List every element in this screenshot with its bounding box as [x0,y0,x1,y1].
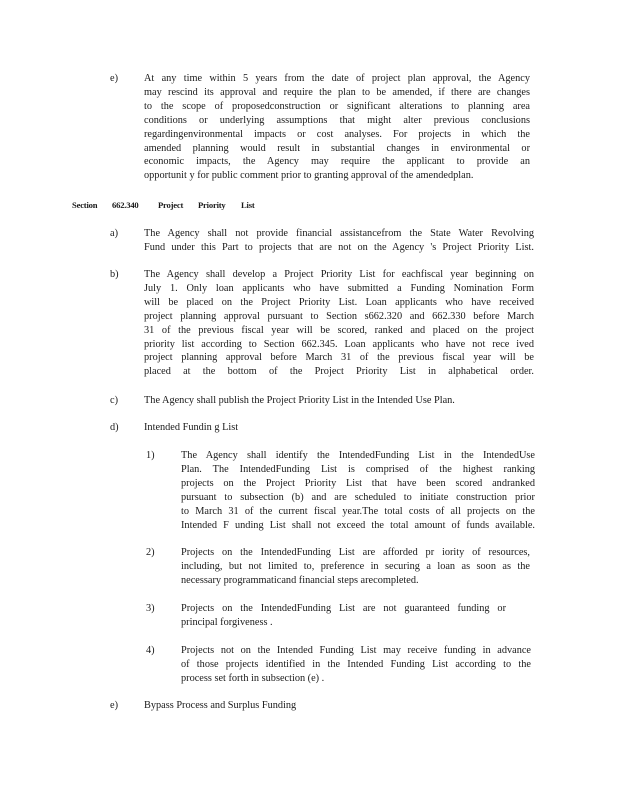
text-line: to the scope of proposedconstruction or significant alterations to planning area [144,100,530,112]
paragraph-body [181,602,506,630]
text-line: project planning approval before March 31 of the previous fiscal year will be [144,352,534,364]
text-line: The Agency shall not provide financial assistancefrom the State Water Revolving [144,228,534,239]
item-label: b) [110,269,119,280]
section-heading [72,200,255,210]
text-line: opportunit y for public comment prior to granting approval of the amendedplan. [144,170,474,182]
text-line: placed at the bottom of the Project Priority List in alphabetical order. [144,366,534,378]
text-line: pursuant to subsection (b) and are scheduled to initiate construction prior [181,491,535,503]
text-line: Projects on the IntendedFunding List are not guaranteed funding or [181,603,506,614]
paragraph-body [144,421,310,435]
item-label: c) [110,395,118,406]
item-label: 2) [146,547,155,558]
paragraph-body [181,644,531,686]
item-label: e) [110,700,118,711]
paragraph-body [144,268,534,379]
item-label: e) [110,73,118,84]
paragraph-body [181,546,530,588]
text-line: may rescind its approval and require the plan to be amended, if there are changes [144,86,530,98]
text-line: process set forth in subsection (e) . [181,672,325,684]
item-label: 3) [146,603,155,614]
text-line: The Agency shall identify the IntendedFunding List in the IntendedUse [181,450,535,461]
text-line: At any time within 5 years from the date of project plan approval, the Agency [144,73,530,84]
text-line: Intended F unding List shall not exceed the total amount of funds available. [181,519,535,531]
paragraph-body [144,699,370,713]
text-line: including, but not limited to, preference in securing a loan as soon as the [181,560,530,572]
text-line: priority list according to Section 662.345. Loan applicants who have not rece ived [144,338,534,350]
text-line: July 1. Only loan applicants who have submitted a Funding Nomination Form [144,282,534,294]
text-line: regardingenvironmental impacts or cost analyses. For projects in which the [144,128,530,140]
text-line: Projects not on the Intended Funding List may receive funding in advance [181,645,531,656]
paragraph-body [144,227,534,255]
paragraph-body [144,394,510,408]
section-title-word: Project [158,200,184,210]
text-line: economic impacts, the Agency may require the applicant to provide an [144,156,530,168]
text-line: Intended Fundin g List [144,422,239,433]
text-line: project planning approval pursuant to Section s662.320 and 662.330 before March [144,310,534,322]
section-title-word: Priority [198,200,226,210]
section-title-word: List [241,200,255,210]
text-line: will be placed on the Project Priority List. Loan applicants who have received [144,296,534,308]
text-line: The Agency shall develop a Project Priority List for eachfiscal year beginning on [144,269,534,280]
text-line: 31 of the previous fiscal year will be scored, ranked and placed on the project [144,324,534,336]
paragraph-body [181,449,535,532]
text-line: to March 31 of the current fiscal year.The total costs of all projects on the [181,505,535,517]
section-word: Section [72,200,98,210]
text-line: The Agency shall publish the Project Priority List in the Intended Use Plan. [144,395,455,406]
text-line: Plan. The IntendedFunding List is comprised of the highest ranking [181,463,535,475]
section-number: 662.340 [112,200,139,210]
text-line: conditions or underlying assumptions that might alter previous conclusions [144,114,530,126]
text-line: principal forgiveness . [181,616,273,628]
text-line: necessary programmaticand financial steps arecompleted. [181,574,419,586]
item-label: d) [110,422,119,433]
text-line: amended planning would result in substantial changes in environmental or [144,142,530,154]
item-label: a) [110,228,118,239]
text-line: Projects on the IntendedFunding List are afforded pr iority of resources, [181,547,530,558]
text-line: Bypass Process and Surplus Funding [144,700,297,711]
paragraph-body [144,72,530,183]
text-line: Fund under this Part to projects that are not on the Agency 's Project Priority List. [144,241,534,253]
item-label: 1) [146,450,155,461]
text-line: of those projects identified in the Intended Funding List according to the [181,658,531,670]
text-line: projects on the Project Priority List that have been scored andranked [181,477,535,489]
item-label: 4) [146,645,155,656]
